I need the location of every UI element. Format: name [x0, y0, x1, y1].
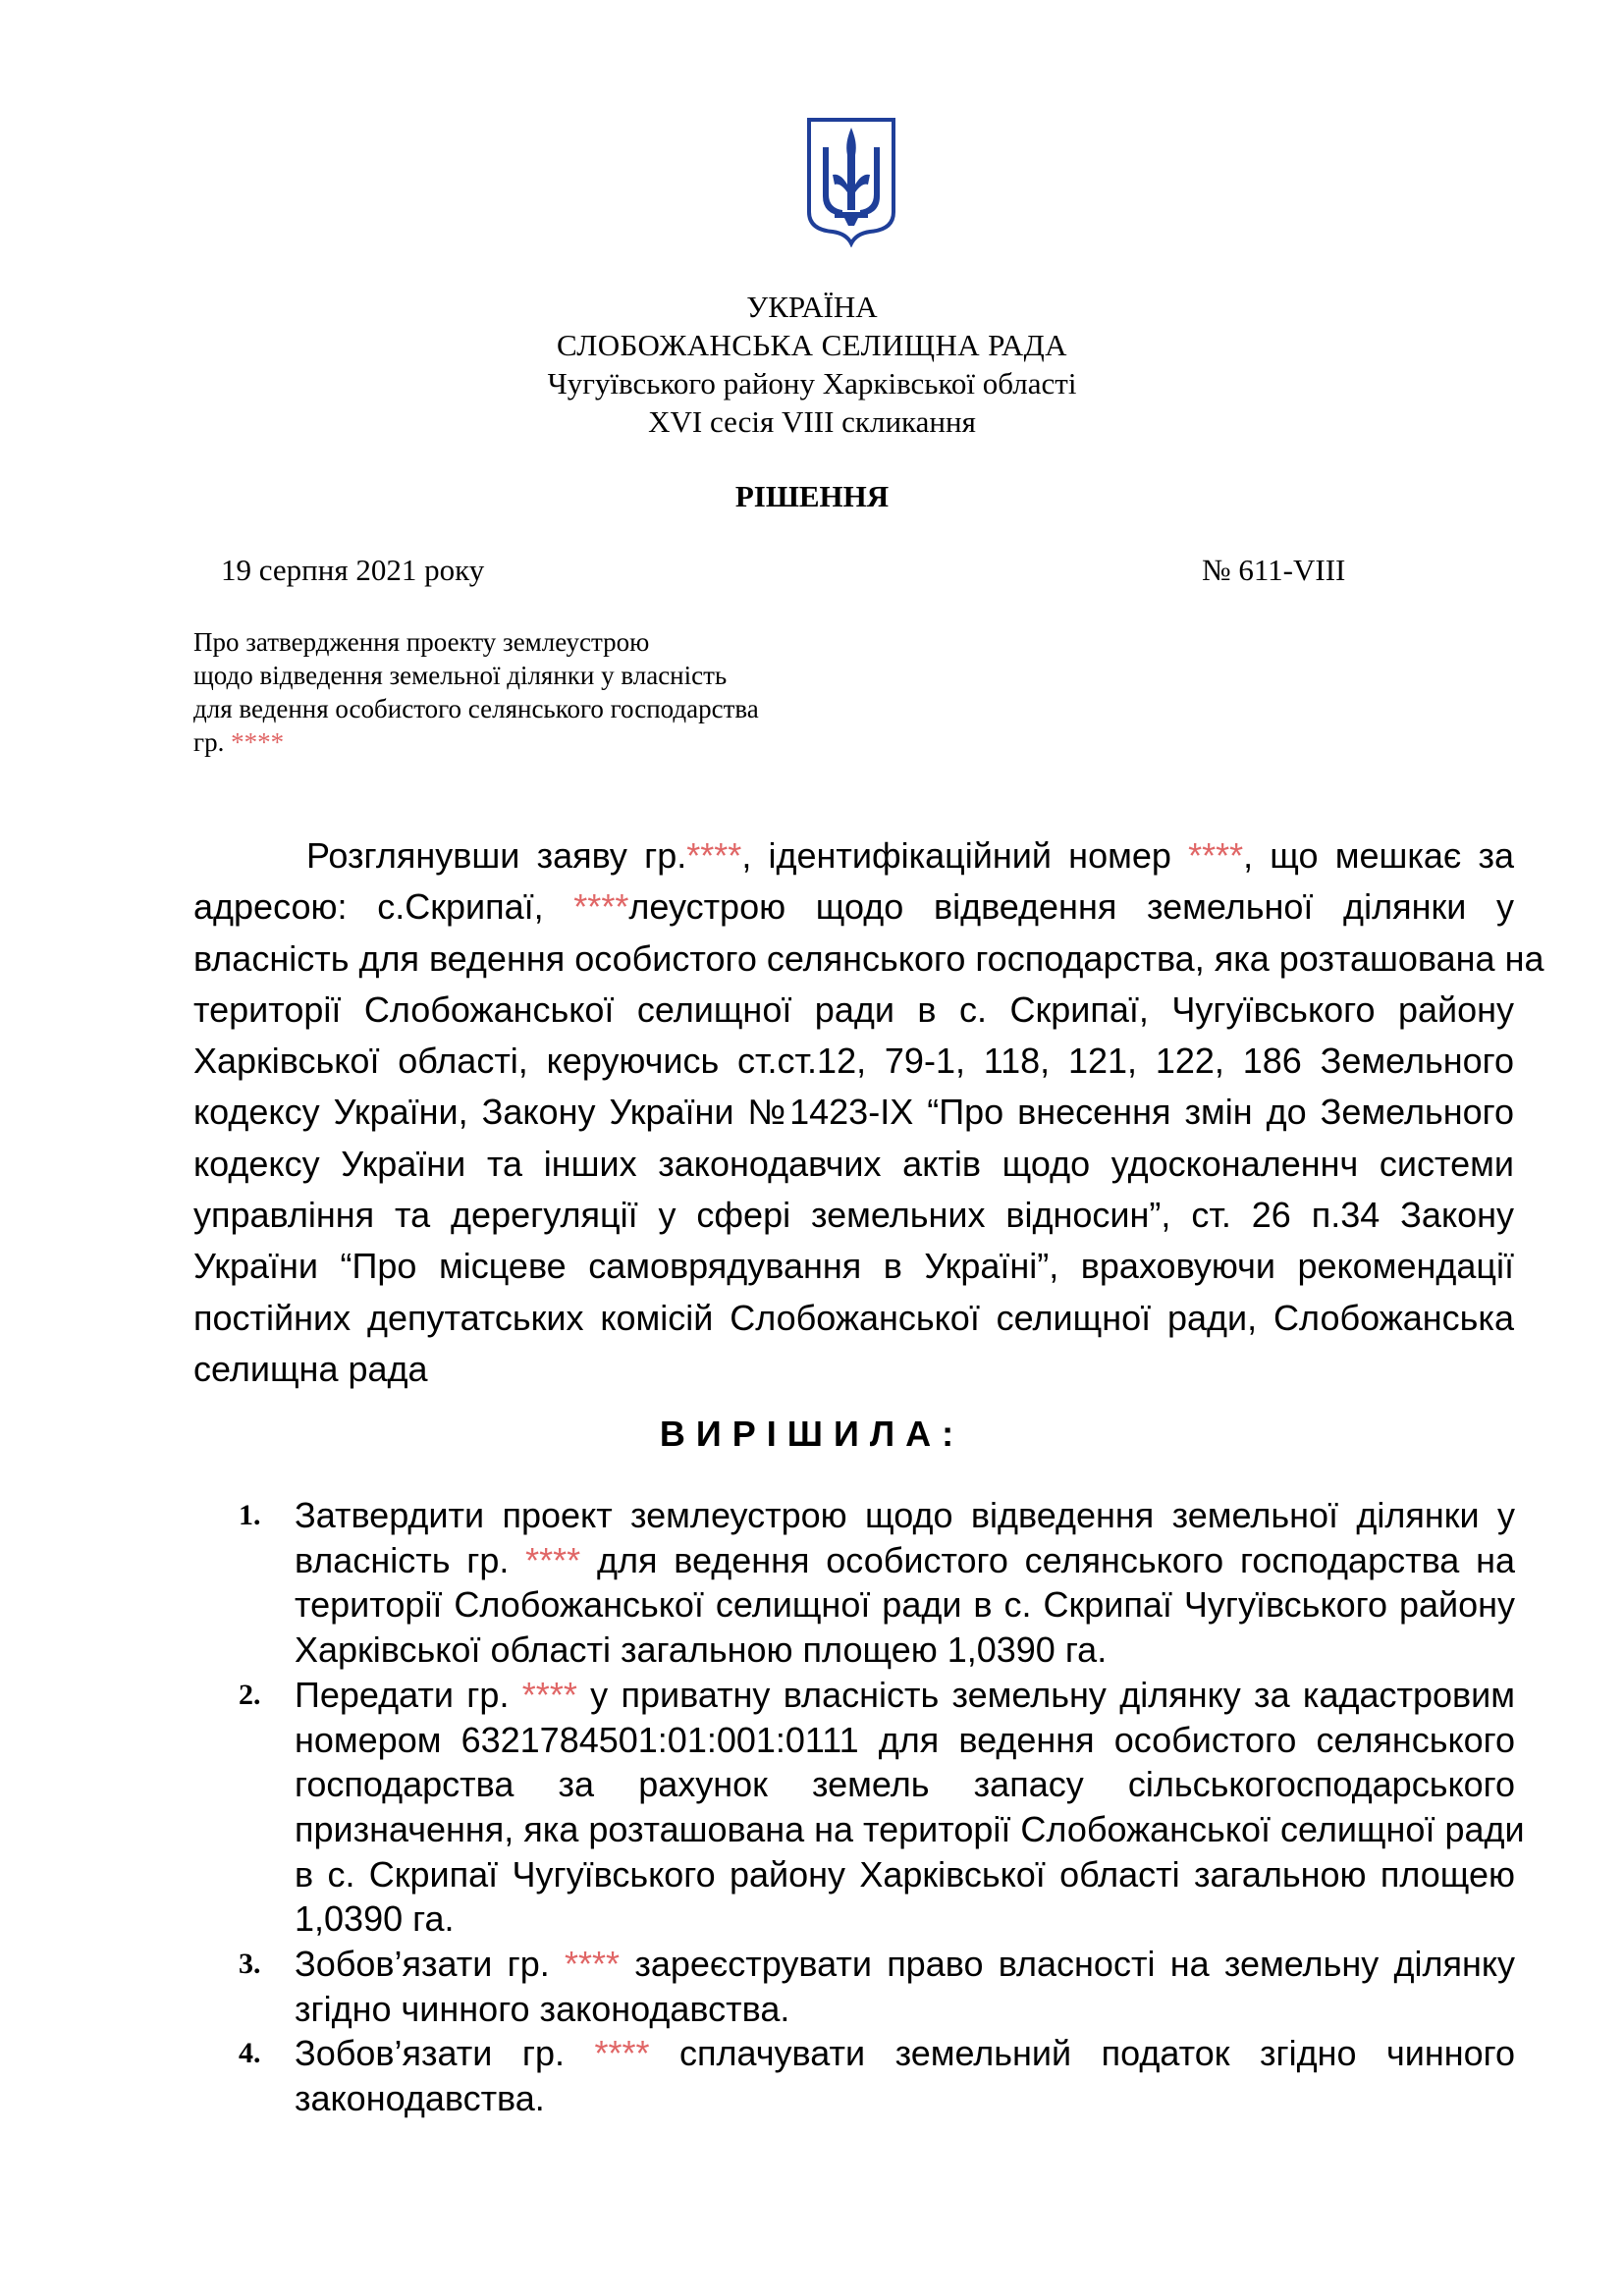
- item-line: 1,0390 га.: [295, 1898, 455, 1940]
- item-line: Зобов’язати гр. **** зареєструвати право власності на земельну ділянку: [295, 1944, 1515, 1985]
- preamble-line: кодексу України та інших законодавчих актів щодо удосконаленнч системи: [193, 1143, 1514, 1184]
- redacted-name: ****: [565, 1944, 621, 1985]
- decision-subject: [193, 625, 759, 759]
- council-name: СЛОБОЖАНСЬКА СЕЛИЩНА РАДА: [557, 328, 1067, 362]
- session-name: XVI сесія VIII скликання: [648, 404, 976, 439]
- item-line: власність гр. **** для ведення особистого селянського господарства на: [295, 1539, 1515, 1580]
- subject-line: для ведення особистого селянського господарства: [193, 694, 759, 723]
- document-title: РІШЕННЯ: [734, 479, 890, 513]
- redacted-id: ****: [1188, 835, 1244, 876]
- preamble-line: постійних депутатських комісій Слобожанської селищної ради, Слобожанська: [193, 1297, 1514, 1338]
- subject-line: Про затвердження проекту землеустрою: [193, 627, 650, 657]
- preamble-paragraph: [193, 830, 1544, 1395]
- subject-line: щодо відведення земельної ділянки у власність: [193, 661, 728, 690]
- decision-item: [239, 1493, 1515, 1673]
- redacted-name: ****: [231, 727, 285, 757]
- preamble-line: власність для ведення особистого селянського господарства, яка розташована на: [193, 937, 1544, 979]
- item-line: Харківської області загальною площею 1,0390 га.: [295, 1629, 1108, 1671]
- decision-item: [239, 1942, 1515, 2031]
- decision-item: [239, 2031, 1515, 2120]
- item-line: господарства за рахунок земель запасу сільськогосподарського: [295, 1764, 1515, 1805]
- redacted-name: ****: [525, 1539, 581, 1580]
- decision-number: № 611-VIII: [1202, 553, 1346, 587]
- item-number: 1.: [239, 1499, 261, 1531]
- coat-of-arms-icon: [805, 116, 897, 247]
- district-name: Чугуївського району Харківської області: [547, 366, 1077, 400]
- decision-date: 19 серпня 2021 року: [221, 553, 485, 587]
- preamble-line: України “Про місцеве самоврядування в Україні”, враховуючи рекомендації: [193, 1246, 1514, 1287]
- decision-item: [239, 1673, 1525, 1942]
- item-line: Передати гр. **** у приватну власність земельну ділянку за кадастровим: [295, 1674, 1516, 1715]
- decided-heading: ВИРІШИЛА:: [659, 1414, 965, 1454]
- item-number: 3.: [239, 1948, 261, 1981]
- item-number: 2.: [239, 1678, 261, 1711]
- subject-text: гр.: [193, 727, 232, 757]
- decision-items: [239, 1493, 1525, 2121]
- item-line: території Слобожанської селищної ради в с. Скрипаї Чугуївського району: [295, 1584, 1515, 1626]
- country-name: УКРАЇНА: [746, 290, 878, 324]
- item-line: в с. Скрипаї Чугуївського району Харківської області загальною площею: [295, 1853, 1515, 1895]
- preamble-line: управління та дерегуляції у сфері земельних відносин”, ст. 26 п.34 Закону: [193, 1195, 1514, 1236]
- redacted-name: ****: [594, 2033, 650, 2074]
- redacted-name: ****: [521, 1674, 577, 1715]
- item-number: 4.: [239, 2037, 261, 2070]
- preamble-line: адресою: с.Скрипаї, ****леустрою щодо відведення земельної ділянки у: [193, 886, 1514, 928]
- preamble-line: території Слобожанської селищної ради в с. Скрипаї, Чугуївського району: [193, 988, 1514, 1030]
- item-line: Зобов’язати гр. **** сплачувати земельний податок згідно чинного: [295, 2033, 1516, 2074]
- preamble-line: Розглянувши заяву гр.****, ідентифікаційний номер ****, що мешкає за: [306, 835, 1514, 876]
- item-line: згідно чинного законодавства.: [295, 1988, 790, 2029]
- preamble-line: кодексу України, Закону України №1423-IX “Про внесення змін до Земельного: [193, 1092, 1514, 1133]
- item-line: Затвердити проект землеустрою щодо відведення земельної ділянки у: [295, 1495, 1515, 1535]
- item-line: призначення, яка розташована на території Слобожанської селищної ради: [295, 1808, 1525, 1849]
- redacted-name: ****: [686, 835, 742, 876]
- subject-line: [193, 725, 759, 759]
- redacted-text: ****: [573, 886, 629, 928]
- item-line: законодавства.: [295, 2078, 545, 2119]
- preamble-line: селищна рада: [193, 1348, 428, 1389]
- preamble-line: Харківської області, керуючись ст.ст.12, 79-1, 118, 121, 122, 186 Земельного: [193, 1041, 1514, 1082]
- item-line: номером 6321784501:01:001:0111 для ведення особистого селянського: [295, 1719, 1515, 1760]
